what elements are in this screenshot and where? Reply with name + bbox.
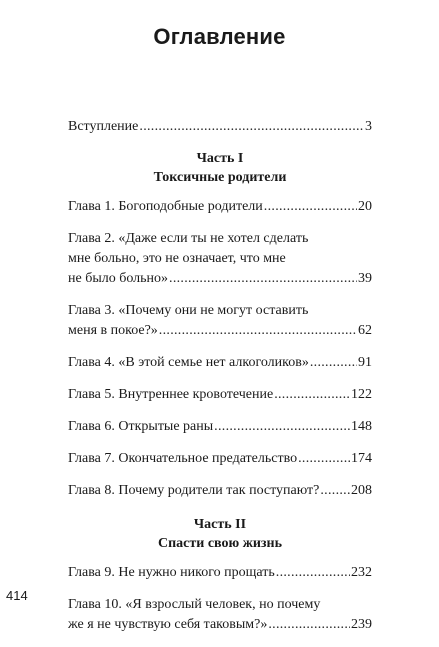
toc-entry-title-line: же я не чувствую себя таковым?»: [68, 617, 268, 632]
toc-entry-title-line: Глава 2. «Даже если ты не хотел сделать: [68, 231, 309, 246]
toc-entry: [68, 595, 372, 635]
toc-entry-page: 239: [351, 617, 372, 632]
toc-entry: [68, 229, 372, 289]
toc-entry-page: 39: [358, 271, 372, 286]
toc-entry-page: 174: [351, 451, 372, 466]
dot-leader: [214, 417, 350, 437]
part1-chapter-list: [68, 197, 372, 501]
toc-entry-title-line: мне больно, это не означает, что мне: [68, 251, 286, 266]
toc-entry-page: 148: [351, 419, 372, 434]
toc-entry-title-line: Глава 6. Открытые раны: [68, 419, 214, 434]
toc-entry-title-line: не было больно»: [68, 271, 169, 286]
toc-entry-page: 3: [365, 119, 372, 134]
toc-entry-title-line: Глава 5. Внутреннее кровотечение: [68, 387, 274, 402]
toc-entry-page: 232: [351, 565, 372, 580]
dot-leader: [139, 117, 364, 137]
dot-leader: [159, 321, 357, 341]
toc-entry-title-line: меня в покое?»: [68, 323, 158, 338]
part-heading-1: [68, 149, 372, 187]
toc-entry-page: 62: [358, 323, 372, 338]
toc-entry-title-line: Глава 1. Богоподобные родители: [68, 199, 263, 214]
toc-entry-title-line: Глава 4. «В этой семье нет алкоголиков»: [68, 355, 309, 370]
dot-leader: [264, 197, 357, 217]
toc-entry-title-line: Глава 10. «Я взрослый человек, но почему: [68, 597, 321, 612]
page-number: 414: [6, 588, 28, 603]
part-label: Часть II: [193, 517, 247, 532]
part-label: Часть I: [196, 151, 244, 166]
table-of-contents: [68, 117, 372, 647]
toc-entry: [68, 481, 372, 501]
dot-leader: [310, 353, 357, 373]
dot-leader: [320, 481, 350, 501]
part2-chapter-list: [68, 563, 372, 635]
toc-entry-title-line: Глава 7. Окончательное предательство: [68, 451, 298, 466]
part-title: Токсичные родители: [153, 170, 287, 185]
toc-entry-title: Вступление: [68, 119, 139, 134]
toc-entry: [68, 353, 372, 373]
toc-entry-page: 122: [351, 387, 372, 402]
toc-entry-title-line: Глава 3. «Почему они не могут оставить: [68, 303, 309, 318]
toc-entry-title-line: Глава 9. Не нужно никого прощать: [68, 565, 275, 580]
toc-entry: [68, 449, 372, 469]
dot-leader: [274, 385, 350, 405]
toc-entry: [68, 563, 372, 583]
part-heading-2: [68, 515, 372, 553]
toc-entry-page: 20: [358, 199, 372, 214]
toc-entry: [68, 197, 372, 217]
toc-entry-page: 91: [358, 355, 372, 370]
dot-leader: [169, 269, 357, 289]
toc-entry: [68, 301, 372, 341]
toc-entry-intro: [68, 117, 372, 137]
toc-entry: [68, 417, 372, 437]
page-title: Оглавление: [153, 24, 286, 49]
toc-entry: [68, 385, 372, 405]
dot-leader: [298, 449, 350, 469]
part-title: Спасти свою жизнь: [157, 536, 283, 551]
toc-entry-title-line: Глава 8. Почему родители так поступают?: [68, 483, 320, 498]
dot-leader: [276, 563, 350, 583]
dot-leader: [268, 615, 350, 635]
toc-entry-page: 208: [351, 483, 372, 498]
